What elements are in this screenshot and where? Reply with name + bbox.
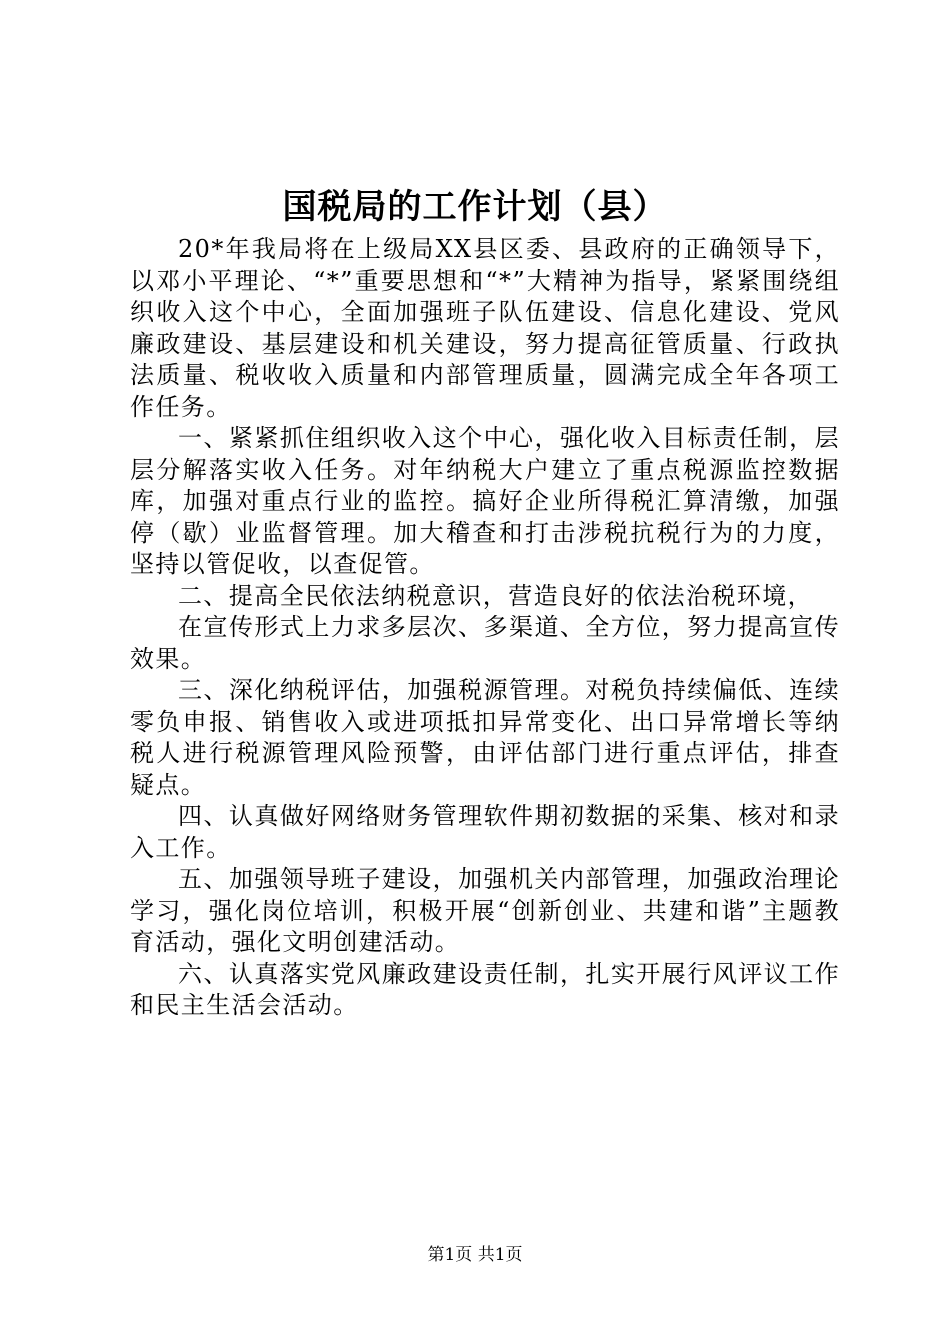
document-title: 国税局的工作计划（县） — [282, 187, 668, 227]
paragraph-item-6: 六、认真落实党风廉政建设责任制，扎实开展行风评议工作和民主生活会活动。 — [130, 959, 840, 1019]
document-body — [130, 234, 840, 1022]
paragraph-item-5: 五、加强领导班子建设，加强机关内部管理，加强政治理论学习，强化岗位培训，积极开展“创新创业、共建和谐”主题教育活动，强化文明创建活动。 — [130, 865, 840, 956]
paragraph-item-2: 二、提高全民依法纳税意识，营造良好的依法治税环境， — [178, 581, 813, 610]
paragraph-item-3: 三、深化纳税评估，加强税源管理。对税负持续偏低、连续零负申报、销售收入或进项抵扣异常变化、出口异常增长等纳税人进行税源管理风险预警，由评估部门进行重点评估，排查疑点。 — [130, 676, 840, 799]
paragraph-intro: 20*年我局将在上级局XX县区委、县政府的正确领导下，以邓小平理论、“*”重要思想和“*”大精神为指导，紧紧围绕组织收入这个中心，全面加强班子队伍建设、信息化建设、党风廉政建设、基层建设和机关建设，努力提高征管质量、行政执法质量、税收收入质量和内部管理质量，圆满完成全年各项工作任务。 — [130, 235, 840, 421]
paragraph-item-2-continued: 在宣传形式上力求多层次、多渠道、全方位，努力提高宣传效果。 — [130, 613, 840, 673]
page-footer: 第1页 共1页 — [427, 1245, 523, 1265]
paragraph-item-4: 四、认真做好网络财务管理软件期初数据的采集、核对和录入工作。 — [130, 802, 840, 862]
paragraph-item-1: 一、紧紧抓住组织收入这个中心，强化收入目标责任制，层层分解落实收入任务。对年纳税大户建立了重点税源监控数据库，加强对重点行业的监控。搞好企业所得税汇算清缴，加强停（歇）业监督管理。加大稽查和打击涉税抗税行为的力度，坚持以管促收，以查促管。 — [130, 424, 840, 578]
